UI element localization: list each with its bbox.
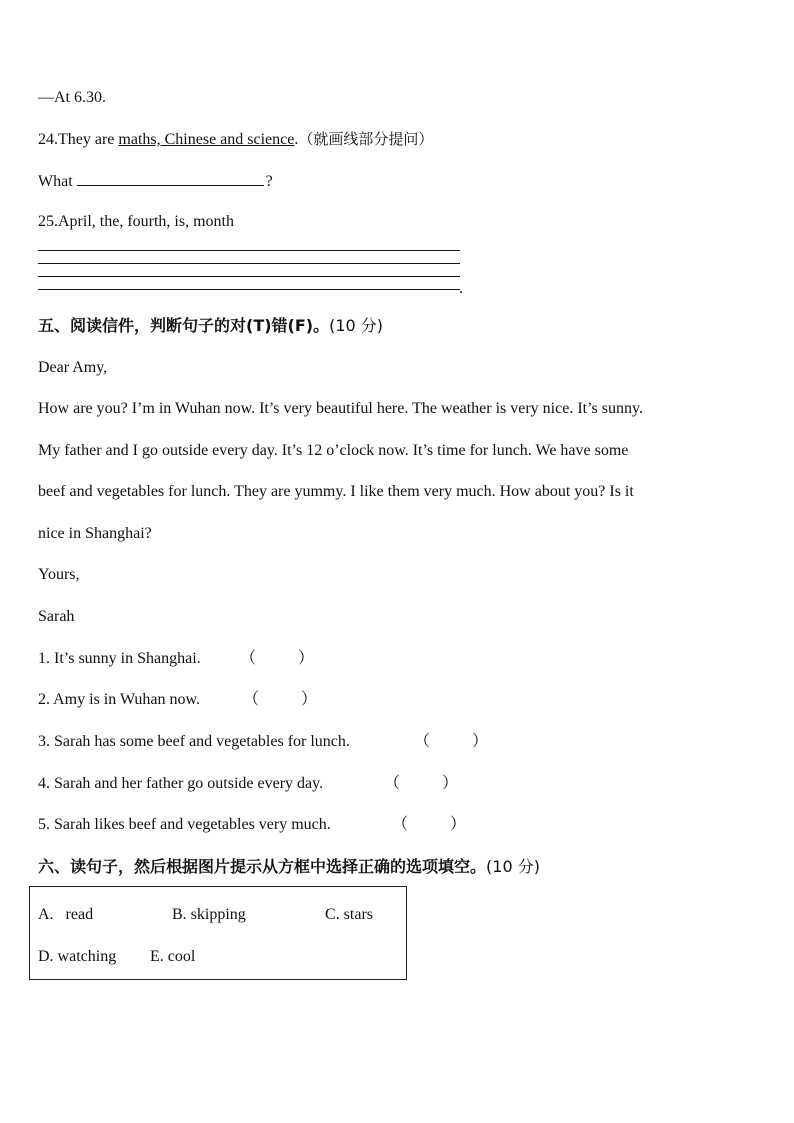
statement-3-text: 3. Sarah has some beef and vegetables for lunch.	[38, 733, 350, 750]
q24-instruction: （就画线部分提问）	[298, 130, 434, 148]
letter-signature: Sarah	[38, 608, 75, 625]
q25-answer-rule-1[interactable]	[38, 250, 460, 251]
paren-open: （	[243, 691, 260, 708]
statement-4-text: 4. Sarah and her father go outside every day.	[38, 775, 324, 792]
q25-words: April, the, fourth, is, month	[58, 213, 234, 230]
q25-answer-rule-4[interactable]	[38, 289, 460, 290]
letter-line-4: nice in Shanghai?	[38, 525, 152, 542]
letter-line-2: My father and I go outside every day. It’s 12 o’clock now. It’s time for lunch. We have some	[38, 442, 629, 459]
letter-closing: Yours,	[38, 566, 80, 583]
word-options-box	[29, 886, 407, 980]
section5-heading	[38, 316, 383, 336]
section6-title: 六、读句子，然后根据图片提示从方框中选择正确的选项填空。	[38, 857, 487, 876]
answer-paren-1[interactable]	[240, 649, 314, 669]
option-b: B. skipping	[172, 906, 246, 923]
question-25	[38, 212, 234, 232]
answer-paren-3[interactable]	[414, 732, 488, 752]
statement-3	[38, 732, 350, 752]
statement-5-text: 5. Sarah likes beef and vegetables very much.	[38, 816, 331, 833]
paren-close: ）	[450, 816, 467, 833]
statement-2	[38, 690, 200, 710]
option-d: D. watching	[38, 948, 117, 965]
statement-1	[38, 649, 201, 669]
section6-heading	[38, 857, 540, 877]
q24-sentence-start: They are	[58, 131, 119, 148]
paren-open: （	[414, 733, 431, 750]
paren-open: （	[392, 816, 409, 833]
q25-answer-rule-2[interactable]	[38, 263, 460, 264]
section5-title: 五、阅读信件，判断句子的对(T)错(F)。	[38, 316, 330, 335]
paren-open: （	[384, 775, 401, 792]
option-a: A. read	[38, 906, 94, 923]
q25-answer-rule-3[interactable]	[38, 276, 460, 277]
statement-1-text: 1. It’s sunny in Shanghai.	[38, 650, 201, 667]
q24-blank[interactable]	[77, 171, 264, 186]
answer-paren-5[interactable]	[392, 815, 466, 835]
paren-close: ）	[472, 733, 489, 750]
statement-4	[38, 774, 323, 794]
statement-5	[38, 815, 331, 835]
section6-score: (10 分)	[486, 857, 540, 876]
letter-line-1: How are you? I’m in Wuhan now. It’s very beautiful here. The weather is very nice. It’s sunny.	[38, 400, 643, 417]
q24-prompt-what: What	[38, 173, 73, 190]
q24-sentence-end: .	[294, 131, 299, 148]
question-24	[38, 129, 433, 150]
paren-open: （	[240, 650, 257, 667]
answer-paren-4[interactable]	[384, 774, 458, 794]
answer-paren-2[interactable]	[243, 690, 317, 710]
option-c: C. stars	[325, 906, 373, 923]
paren-close: ）	[301, 691, 318, 708]
letter-greeting: Dear Amy,	[38, 359, 108, 376]
section5-score: (10 分)	[329, 316, 384, 335]
q24-question-mark: ?	[265, 173, 273, 190]
paren-close: ）	[298, 650, 315, 667]
q24-underlined-part: maths, Chinese and science	[118, 131, 295, 148]
paren-close: ）	[442, 775, 459, 792]
statement-2-text: 2. Amy is in Wuhan now.	[38, 691, 201, 708]
q24-answer-line	[38, 171, 273, 192]
q23-answer: —At 6.30.	[38, 89, 106, 106]
q25-number: 25.	[38, 213, 58, 230]
option-e: E. cool	[150, 948, 196, 965]
q25-end-mark: .	[459, 280, 463, 297]
q24-number: 24.	[38, 131, 58, 148]
letter-line-3: beef and vegetables for lunch. They are yummy. I like them very much. How about you? Is it	[38, 483, 634, 500]
